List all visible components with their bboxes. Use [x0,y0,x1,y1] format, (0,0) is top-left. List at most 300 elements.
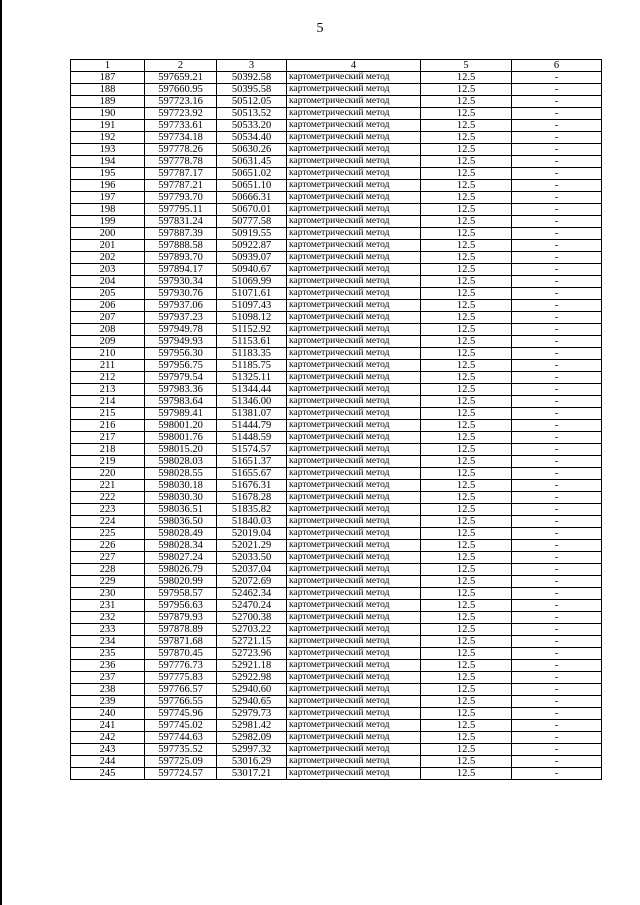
note-cell: - [512,468,602,480]
accuracy-cell: 12.5 [421,144,512,156]
accuracy-cell: 12.5 [421,108,512,120]
method-cell: картометрический метод [287,516,421,528]
accuracy-cell: 12.5 [421,708,512,720]
accuracy-cell: 12.5 [421,492,512,504]
table-row [71,504,602,516]
table-row [71,696,602,708]
method-cell: картометрический метод [287,144,421,156]
point-number-cell: 218 [71,444,145,456]
table-row [71,600,602,612]
note-cell: - [512,528,602,540]
coordinate-x-cell: 597956.30 [145,348,217,360]
point-number-cell: 206 [71,300,145,312]
method-cell: картометрический метод [287,276,421,288]
point-number-cell: 188 [71,84,145,96]
method-cell: картометрический метод [287,372,421,384]
method-cell: картометрический метод [287,672,421,684]
point-number-cell: 211 [71,360,145,372]
point-number-cell: 228 [71,564,145,576]
accuracy-cell: 12.5 [421,528,512,540]
note-cell: - [512,348,602,360]
accuracy-cell: 12.5 [421,276,512,288]
accuracy-cell: 12.5 [421,636,512,648]
accuracy-cell: 12.5 [421,324,512,336]
coordinate-x-cell: 598028.03 [145,456,217,468]
coordinate-y-cell: 52981.42 [217,720,287,732]
point-number-cell: 230 [71,588,145,600]
coordinate-y-cell: 52037.04 [217,564,287,576]
coordinate-y-cell: 51651.37 [217,456,287,468]
coordinate-x-cell: 598015.20 [145,444,217,456]
table-row [71,660,602,672]
column-header: 5 [421,60,512,72]
table-row [71,444,602,456]
coordinate-y-cell: 50670.01 [217,204,287,216]
point-number-cell: 191 [71,120,145,132]
accuracy-cell: 12.5 [421,252,512,264]
coordinate-y-cell: 52703.22 [217,624,287,636]
point-number-cell: 208 [71,324,145,336]
coordinate-y-cell: 50922.87 [217,240,287,252]
coordinate-y-cell: 52921.18 [217,660,287,672]
coordinate-y-cell: 50666.31 [217,192,287,204]
note-cell: - [512,588,602,600]
accuracy-cell: 12.5 [421,588,512,600]
note-cell: - [512,492,602,504]
method-cell: картометрический метод [287,96,421,108]
table-row [71,384,602,396]
coordinate-y-cell: 52072.69 [217,576,287,588]
method-cell: картометрический метод [287,576,421,588]
coordinate-y-cell: 52019.04 [217,528,287,540]
note-cell: - [512,432,602,444]
point-number-cell: 198 [71,204,145,216]
method-cell: картометрический метод [287,168,421,180]
page-number: 5 [316,21,324,36]
accuracy-cell: 12.5 [421,516,512,528]
point-number-cell: 197 [71,192,145,204]
method-cell: картометрический метод [287,396,421,408]
point-number-cell: 219 [71,456,145,468]
table-row [71,396,602,408]
accuracy-cell: 12.5 [421,732,512,744]
note-cell: - [512,660,602,672]
coordinate-x-cell: 597983.64 [145,396,217,408]
coordinate-x-cell: 598028.55 [145,468,217,480]
coordinate-x-cell: 598036.50 [145,516,217,528]
point-number-cell: 201 [71,240,145,252]
method-cell: картометрический метод [287,612,421,624]
accuracy-cell: 12.5 [421,288,512,300]
accuracy-cell: 12.5 [421,180,512,192]
coordinate-x-cell: 597725.09 [145,756,217,768]
point-number-cell: 216 [71,420,145,432]
coordinate-y-cell: 51574.57 [217,444,287,456]
coordinate-y-cell: 51344.44 [217,384,287,396]
accuracy-cell: 12.5 [421,336,512,348]
note-cell: - [512,120,602,132]
table-row [71,744,602,756]
coordinate-x-cell: 597723.16 [145,96,217,108]
note-cell: - [512,756,602,768]
table-row [71,576,602,588]
point-number-cell: 215 [71,408,145,420]
note-cell: - [512,636,602,648]
table-row [71,324,602,336]
coordinate-y-cell: 52940.65 [217,696,287,708]
note-cell: - [512,744,602,756]
method-cell: картометрический метод [287,192,421,204]
table-row [71,492,602,504]
accuracy-cell: 12.5 [421,660,512,672]
coordinate-x-cell: 597893.70 [145,252,217,264]
table-row [71,372,602,384]
coordinate-y-cell: 51183.35 [217,348,287,360]
method-cell: картометрический метод [287,756,421,768]
accuracy-cell: 12.5 [421,300,512,312]
coordinate-y-cell: 52033.50 [217,552,287,564]
coordinate-y-cell: 52979.73 [217,708,287,720]
method-cell: картометрический метод [287,216,421,228]
table-row [71,732,602,744]
method-cell: картометрический метод [287,72,421,84]
table-row [71,636,602,648]
table-row [71,156,602,168]
note-cell: - [512,576,602,588]
coordinate-x-cell: 597766.55 [145,696,217,708]
coordinate-x-cell: 597979.54 [145,372,217,384]
table-header-row [71,60,602,72]
coordinate-x-cell: 597956.63 [145,600,217,612]
table-row [71,180,602,192]
point-number-cell: 236 [71,660,145,672]
point-number-cell: 229 [71,576,145,588]
table-row [71,192,602,204]
note-cell: - [512,516,602,528]
point-number-cell: 204 [71,276,145,288]
point-number-cell: 189 [71,96,145,108]
table-row [71,480,602,492]
point-number-cell: 203 [71,264,145,276]
coordinate-x-cell: 597887.39 [145,228,217,240]
coordinate-y-cell: 51835.82 [217,504,287,516]
method-cell: картометрический метод [287,408,421,420]
coordinate-y-cell: 51346.00 [217,396,287,408]
coordinate-x-cell: 597871.68 [145,636,217,648]
accuracy-cell: 12.5 [421,504,512,516]
note-cell: - [512,456,602,468]
coordinate-x-cell: 597745.96 [145,708,217,720]
table-row [71,84,602,96]
method-cell: картометрический метод [287,360,421,372]
note-cell: - [512,480,602,492]
table-row [71,312,602,324]
point-number-cell: 196 [71,180,145,192]
note-cell: - [512,648,602,660]
table-row [71,768,602,780]
point-number-cell: 210 [71,348,145,360]
coordinate-x-cell: 597787.17 [145,168,217,180]
method-cell: картометрический метод [287,552,421,564]
accuracy-cell: 12.5 [421,396,512,408]
note-cell: - [512,444,602,456]
method-cell: картометрический метод [287,648,421,660]
point-number-cell: 212 [71,372,145,384]
accuracy-cell: 12.5 [421,204,512,216]
accuracy-cell: 12.5 [421,684,512,696]
table-row [71,276,602,288]
point-number-cell: 207 [71,312,145,324]
coordinate-x-cell: 597958.57 [145,588,217,600]
accuracy-cell: 12.5 [421,540,512,552]
method-cell: картометрический метод [287,312,421,324]
table-row [71,72,602,84]
method-cell: картометрический метод [287,528,421,540]
point-number-cell: 227 [71,552,145,564]
coordinate-x-cell: 597778.78 [145,156,217,168]
coordinate-y-cell: 50631.45 [217,156,287,168]
note-cell: - [512,216,602,228]
coordinate-x-cell: 597949.78 [145,324,217,336]
table-row [71,252,602,264]
point-number-cell: 199 [71,216,145,228]
accuracy-cell: 12.5 [421,672,512,684]
accuracy-cell: 12.5 [421,612,512,624]
coordinate-y-cell: 52940.60 [217,684,287,696]
note-cell: - [512,168,602,180]
note-cell: - [512,204,602,216]
accuracy-cell: 12.5 [421,624,512,636]
accuracy-cell: 12.5 [421,384,512,396]
coordinate-y-cell: 52700.38 [217,612,287,624]
table-row [71,348,602,360]
method-cell: картометрический метод [287,288,421,300]
method-cell: картометрический метод [287,600,421,612]
coordinate-x-cell: 598030.18 [145,480,217,492]
method-cell: картометрический метод [287,240,421,252]
coordinate-y-cell: 52997.32 [217,744,287,756]
coordinates-table [70,59,602,780]
method-cell: картометрический метод [287,348,421,360]
table-row [71,216,602,228]
point-number-cell: 193 [71,144,145,156]
note-cell: - [512,612,602,624]
method-cell: картометрический метод [287,480,421,492]
coordinate-x-cell: 597870.45 [145,648,217,660]
point-number-cell: 195 [71,168,145,180]
table-row [71,528,602,540]
coordinate-x-cell: 597831.24 [145,216,217,228]
method-cell: картометрический метод [287,768,421,780]
coordinate-x-cell: 598001.20 [145,420,217,432]
table-row [71,588,602,600]
method-cell: картометрический метод [287,624,421,636]
table-row [71,144,602,156]
coordinate-x-cell: 597879.93 [145,612,217,624]
accuracy-cell: 12.5 [421,84,512,96]
coordinate-y-cell: 50919.55 [217,228,287,240]
table-row [71,264,602,276]
note-cell: - [512,132,602,144]
coordinate-y-cell: 52723.96 [217,648,287,660]
point-number-cell: 190 [71,108,145,120]
note-cell: - [512,420,602,432]
note-cell: - [512,720,602,732]
coordinate-x-cell: 598020.99 [145,576,217,588]
coordinate-x-cell: 598001.76 [145,432,217,444]
coordinate-y-cell: 50630.26 [217,144,287,156]
coordinate-y-cell: 50777.58 [217,216,287,228]
coordinate-y-cell: 52721.15 [217,636,287,648]
coordinate-y-cell: 51381.07 [217,408,287,420]
note-cell: - [512,696,602,708]
accuracy-cell: 12.5 [421,768,512,780]
table-row [71,708,602,720]
method-cell: картометрический метод [287,84,421,96]
table-row [71,552,602,564]
point-number-cell: 241 [71,720,145,732]
point-number-cell: 187 [71,72,145,84]
method-cell: картометрический метод [287,588,421,600]
point-number-cell: 237 [71,672,145,684]
table-row [71,108,602,120]
accuracy-cell: 12.5 [421,132,512,144]
page-left-edge [0,0,2,905]
point-number-cell: 221 [71,480,145,492]
coordinate-y-cell: 50534.40 [217,132,287,144]
point-number-cell: 239 [71,696,145,708]
coordinate-x-cell: 598026.79 [145,564,217,576]
accuracy-cell: 12.5 [421,576,512,588]
point-number-cell: 217 [71,432,145,444]
method-cell: картометрический метод [287,696,421,708]
method-cell: картометрический метод [287,492,421,504]
note-cell: - [512,564,602,576]
coordinate-x-cell: 597878.89 [145,624,217,636]
table-row [71,432,602,444]
table-row [71,420,602,432]
accuracy-cell: 12.5 [421,468,512,480]
point-number-cell: 194 [71,156,145,168]
note-cell: - [512,552,602,564]
method-cell: картометрический метод [287,156,421,168]
coordinate-y-cell: 50395.58 [217,84,287,96]
method-cell: картометрический метод [287,120,421,132]
note-cell: - [512,72,602,84]
table-row [71,684,602,696]
note-cell: - [512,240,602,252]
note-cell: - [512,768,602,780]
table-row [71,672,602,684]
column-header: 2 [145,60,217,72]
coordinate-x-cell: 597787.21 [145,180,217,192]
coordinate-x-cell: 597776.73 [145,660,217,672]
column-header: 3 [217,60,287,72]
table-row [71,564,602,576]
note-cell: - [512,300,602,312]
note-cell: - [512,408,602,420]
point-number-cell: 205 [71,288,145,300]
point-number-cell: 213 [71,384,145,396]
point-number-cell: 243 [71,744,145,756]
table-row [71,240,602,252]
coordinate-x-cell: 597733.61 [145,120,217,132]
table-row [71,756,602,768]
note-cell: - [512,396,602,408]
point-number-cell: 240 [71,708,145,720]
method-cell: картометрический метод [287,300,421,312]
note-cell: - [512,336,602,348]
accuracy-cell: 12.5 [421,72,512,84]
table-row [71,720,602,732]
table-row [71,336,602,348]
accuracy-cell: 12.5 [421,216,512,228]
coordinate-x-cell: 597930.76 [145,288,217,300]
method-cell: картометрический метод [287,108,421,120]
coordinate-x-cell: 597949.93 [145,336,217,348]
note-cell: - [512,708,602,720]
coordinate-y-cell: 51069.99 [217,276,287,288]
coordinate-y-cell: 50939.07 [217,252,287,264]
note-cell: - [512,312,602,324]
accuracy-cell: 12.5 [421,648,512,660]
table-row [71,516,602,528]
coordinate-x-cell: 598036.51 [145,504,217,516]
coordinate-y-cell: 50512.05 [217,96,287,108]
accuracy-cell: 12.5 [421,480,512,492]
point-number-cell: 223 [71,504,145,516]
accuracy-cell: 12.5 [421,168,512,180]
table-row [71,612,602,624]
coordinate-x-cell: 597734.18 [145,132,217,144]
note-cell: - [512,504,602,516]
coordinate-x-cell: 597659.21 [145,72,217,84]
column-header: 6 [512,60,602,72]
note-cell: - [512,156,602,168]
point-number-cell: 233 [71,624,145,636]
method-cell: картометрический метод [287,456,421,468]
table-row [71,228,602,240]
note-cell: - [512,324,602,336]
method-cell: картометрический метод [287,732,421,744]
accuracy-cell: 12.5 [421,756,512,768]
point-number-cell: 234 [71,636,145,648]
method-cell: картометрический метод [287,264,421,276]
coordinate-y-cell: 51098.12 [217,312,287,324]
note-cell: - [512,276,602,288]
coordinate-y-cell: 51676.31 [217,480,287,492]
point-number-cell: 209 [71,336,145,348]
coordinate-x-cell: 597793.70 [145,192,217,204]
table-row [71,120,602,132]
note-cell: - [512,108,602,120]
accuracy-cell: 12.5 [421,312,512,324]
method-cell: картометрический метод [287,540,421,552]
coordinate-y-cell: 51325.11 [217,372,287,384]
point-number-cell: 225 [71,528,145,540]
method-cell: картометрический метод [287,432,421,444]
point-number-cell: 222 [71,492,145,504]
note-cell: - [512,192,602,204]
point-number-cell: 226 [71,540,145,552]
accuracy-cell: 12.5 [421,264,512,276]
table-row [71,540,602,552]
method-cell: картометрический метод [287,252,421,264]
note-cell: - [512,228,602,240]
coordinate-x-cell: 598027.24 [145,552,217,564]
coordinate-y-cell: 50513.52 [217,108,287,120]
accuracy-cell: 12.5 [421,564,512,576]
